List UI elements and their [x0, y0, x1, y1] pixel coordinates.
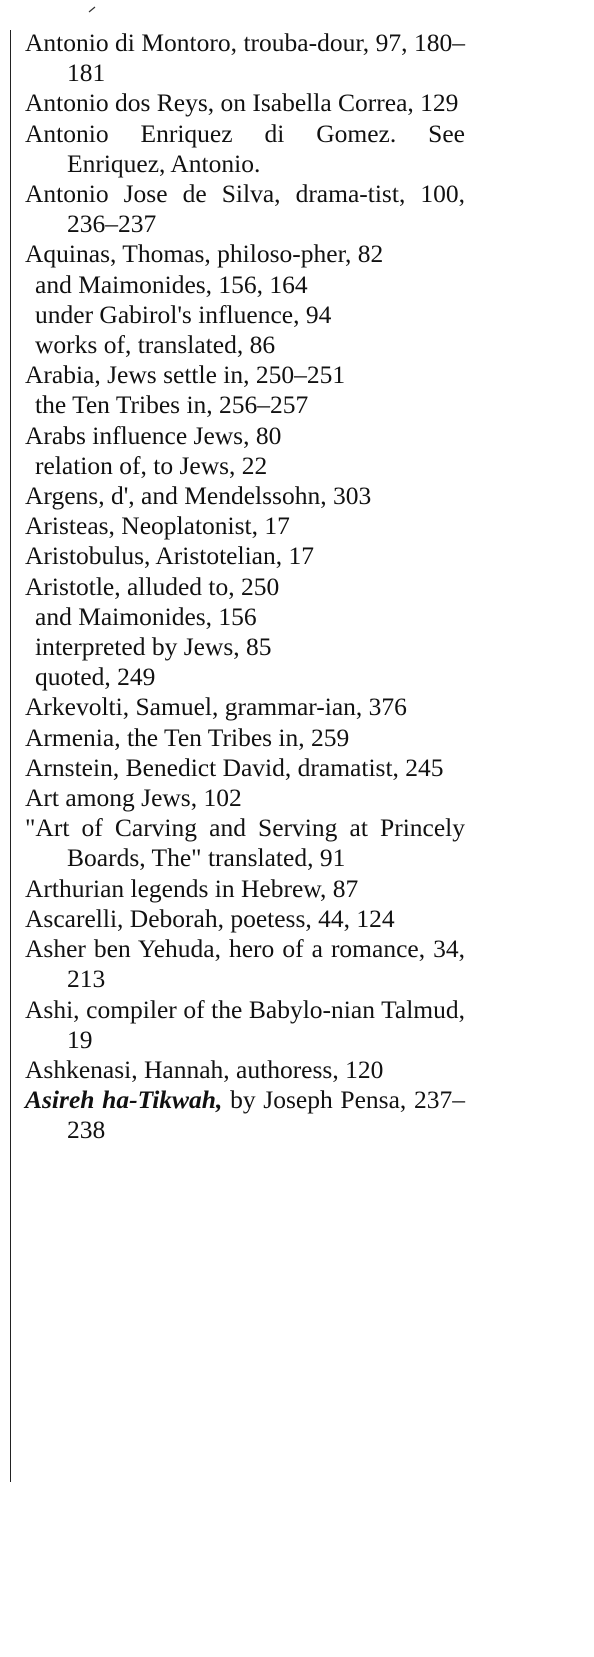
index-subentry: and Maimonides, 156, 164	[35, 269, 308, 299]
index-entry: Antonio dos Reys, on Isabella Correa, 129	[25, 88, 459, 118]
entry-rest: by Joseph Pensa, 237–238	[67, 1085, 465, 1145]
book-title: Asireh ha-Tikwah,	[25, 1085, 223, 1115]
index-subentry: interpreted by Jews, 85	[35, 632, 272, 662]
index-subentry: the Ten Tribes in, 256–257	[35, 390, 309, 420]
index-entry: Aquinas, Thomas, philoso-pher, 82	[25, 239, 384, 269]
index-entry: Art among Jews, 102	[25, 783, 242, 813]
index-entry: "Art of Carving and Serving at Princely Boards, The" translated, 91	[25, 813, 465, 873]
index-subentry: relation of, to Jews, 22	[35, 450, 268, 480]
index-entry: Arabia, Jews settle in, 250–251	[25, 360, 346, 390]
index-entry: Arthurian legends in Hebrew, 87	[25, 873, 359, 903]
index-entry: Antonio Enriquez di Gomez. See Enriquez, Antonio.	[25, 118, 465, 178]
index-entry: Aristeas, Neoplatonist, 17	[25, 511, 290, 541]
index-entry: Argens, d', and Mendelssohn, 303	[25, 481, 372, 511]
ink-speck-icon	[88, 4, 98, 14]
index-entry: Arabs influence Jews, 80	[25, 420, 282, 450]
index-entry: Antonio Jose de Silva, drama-tist, 100, 236–237	[25, 179, 465, 239]
index-entry: Arnstein, Benedict David, dramatist, 245	[25, 752, 444, 782]
index-entry: Armenia, the Ten Tribes in, 259	[25, 722, 350, 752]
index-entry: Aristotle, alluded to, 250	[25, 571, 280, 601]
index-subentry: under Gabirol's influence, 94	[35, 299, 332, 329]
index-entry: Ascarelli, Deborah, poetess, 44, 124	[25, 903, 395, 933]
index-entry: Antonio di Montoro, trouba-dour, 97, 180–181	[25, 28, 465, 88]
index-entry: Ashkenasi, Hannah, authoress, 120	[25, 1054, 384, 1084]
index-entry: Aristobulus, Aristotelian, 17	[25, 541, 314, 571]
margin-rule	[10, 30, 11, 1482]
index-entry: Asher ben Yehuda, hero of a romance, 34, 213	[25, 934, 465, 994]
index-subentry: works of, translated, 86	[35, 330, 276, 360]
index-subentry: and Maimonides, 156	[35, 601, 257, 631]
index-entry: Ashi, compiler of the Babylo-nian Talmud, 19	[25, 994, 465, 1054]
index-entry-last	[25, 1085, 465, 1145]
index-list	[25, 28, 465, 1146]
index-subentry: quoted, 249	[35, 662, 156, 692]
index-entry: Arkevolti, Samuel, grammar-ian, 376	[25, 692, 407, 722]
